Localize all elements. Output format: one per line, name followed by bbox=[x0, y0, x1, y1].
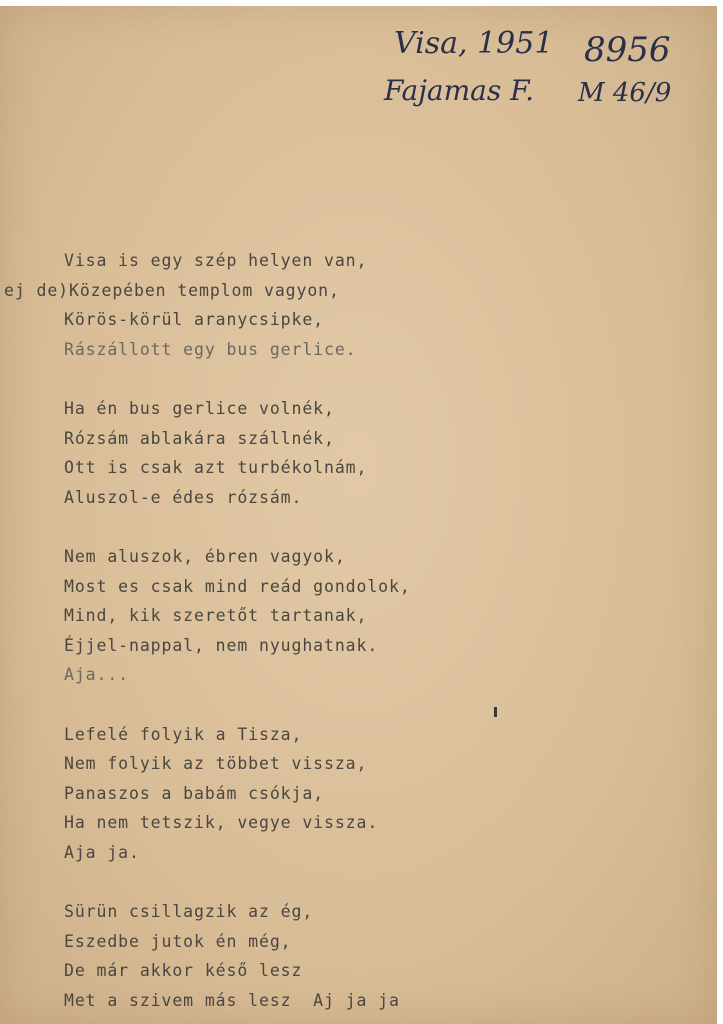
stanza-1 bbox=[0, 246, 500, 364]
poem-line: Éjjel-nappal, nem nyughatnak. bbox=[64, 635, 379, 655]
stanza-3 bbox=[0, 542, 500, 690]
poem-line: Ha én bus gerlice volnék, bbox=[64, 399, 335, 418]
poem-line: Aja... bbox=[64, 665, 130, 684]
poem-line: Met a szivem más lesz Aj ja ja bbox=[64, 990, 400, 1010]
poem-line: Rózsám ablakára szállnék, bbox=[64, 428, 335, 448]
poem-line: Nem folyik az többet vissza, bbox=[64, 754, 368, 773]
stanza-4 bbox=[0, 720, 500, 868]
poem-line: Ha nem tetszik, vegye vissza. bbox=[64, 813, 379, 832]
typewritten-poem bbox=[0, 246, 500, 1015]
poem-line: Sürün csillagzik az ég, bbox=[64, 902, 314, 921]
handwritten-collector-name: Fajamas F. bbox=[384, 74, 535, 107]
handwritten-archive-code: M 46/9 bbox=[578, 78, 672, 108]
handwritten-place-year: Visa, 1951 bbox=[394, 26, 554, 61]
poem-line: Rászállott egy bus gerlice. bbox=[64, 339, 357, 359]
stanza-5 bbox=[0, 897, 500, 1015]
poem-line: De már akkor késő lesz bbox=[64, 961, 303, 980]
stanza-2 bbox=[0, 394, 500, 512]
poem-line: Panaszos a babám csókja, bbox=[64, 783, 325, 803]
poem-line: Eszedbe jutok én még, bbox=[64, 931, 292, 951]
poem-line: Körös-körül aranycsipke, bbox=[64, 310, 325, 329]
poem-line: Aja ja. bbox=[64, 842, 140, 862]
poem-line: Lefelé folyik a Tisza, bbox=[64, 724, 303, 744]
poem-line: Most es csak mind reád gondolok, bbox=[64, 576, 411, 596]
ink-mark bbox=[494, 707, 497, 717]
poem-line: Aluszol-e édes rózsám. bbox=[64, 487, 303, 507]
poem-line: Visa is egy szép helyen van, bbox=[64, 251, 368, 270]
poem-line: Mind, kik szeretőt tartanak, bbox=[64, 606, 368, 625]
poem-line: ej de)Közepében templom vagyon, bbox=[4, 280, 340, 300]
handwritten-archive-number: 8956 bbox=[584, 30, 671, 70]
poem-line: Nem aluszok, ébren vagyok, bbox=[64, 547, 346, 566]
poem-line: Ott is csak azt turbékolnám, bbox=[64, 458, 368, 477]
document-page bbox=[0, 6, 717, 1024]
